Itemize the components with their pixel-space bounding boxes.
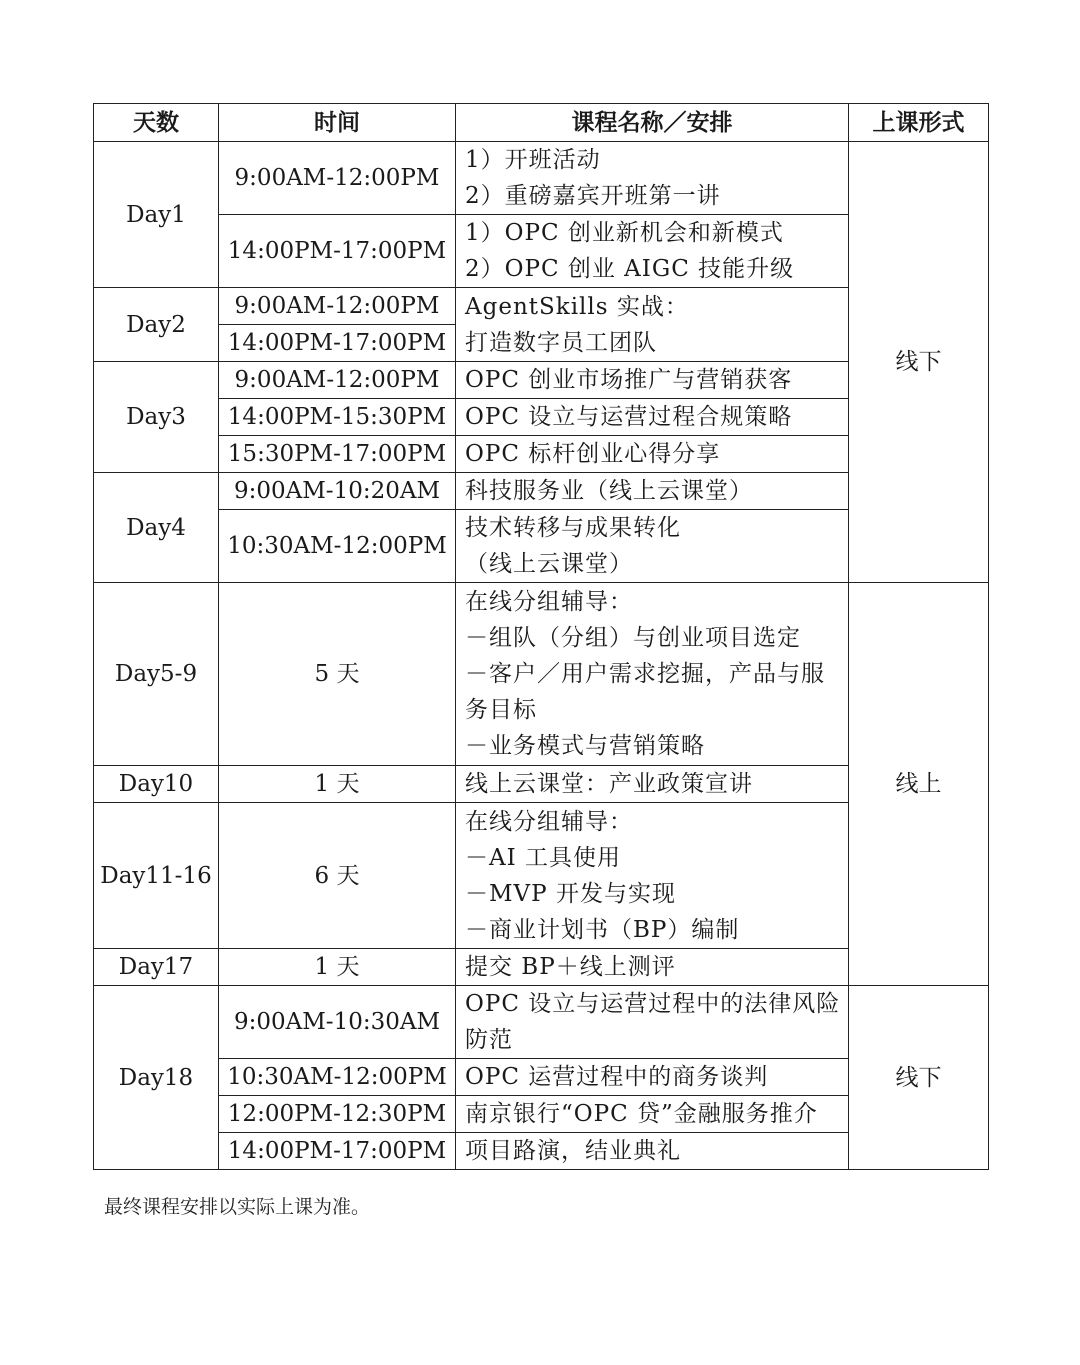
course-cell: OPC 创业市场推广与营销获客 xyxy=(456,362,849,399)
time-cell: 14:00PM-15:30PM xyxy=(219,399,456,436)
header-day: 天数 xyxy=(94,104,219,142)
time-cell: 9:00AM-10:20AM xyxy=(219,473,456,510)
header-course: 课程名称／安排 xyxy=(456,104,849,142)
course-cell xyxy=(456,803,849,949)
table-row xyxy=(94,142,989,215)
course-cell xyxy=(456,510,849,583)
course-line: 技术转移与成果转化 xyxy=(465,515,681,541)
course-line: AgentSkills 实战： xyxy=(465,293,689,320)
day-cell: Day3 xyxy=(94,362,219,473)
form-cell-online: 线上 xyxy=(849,583,989,986)
course-cell xyxy=(456,288,849,362)
day-cell: Day11-16 xyxy=(94,803,219,949)
footnote: 最终课程安排以实际上课为准。 xyxy=(104,1196,371,1218)
course-cell: OPC 设立与运营过程合规策略 xyxy=(456,399,849,436)
course-line: （线上云课堂） xyxy=(465,551,633,577)
course-line: －商业计划书（BP）编制 xyxy=(465,916,740,943)
course-cell: 提交 BP＋线上测评 xyxy=(456,949,849,986)
day-cell: Day10 xyxy=(94,766,219,803)
course-cell: 南京银行“OPC 贷”金融服务推介 xyxy=(456,1096,849,1133)
day-cell: Day2 xyxy=(94,288,219,362)
course-cell: 线上云课堂：产业政策宣讲 xyxy=(456,766,849,803)
course-cell xyxy=(456,215,849,288)
time-cell: 10:30AM-12:00PM xyxy=(219,1059,456,1096)
table-header-row xyxy=(94,104,989,142)
course-cell: OPC 设立与运营过程中的法律风险防范 xyxy=(456,986,849,1059)
table-row xyxy=(94,986,989,1059)
time-cell: 5 天 xyxy=(219,583,456,766)
course-line: －客户／用户需求挖掘，产品与服务目标 xyxy=(465,661,825,723)
time-cell: 14:00PM-17:00PM xyxy=(219,325,456,362)
day-cell: Day17 xyxy=(94,949,219,986)
day-cell: Day1 xyxy=(94,142,219,288)
form-cell-offline: 线下 xyxy=(849,142,989,583)
course-line: －AI 工具使用 xyxy=(465,844,622,871)
course-line: 在线分组辅导： xyxy=(465,589,633,615)
course-line: 1）开班活动 xyxy=(465,147,601,173)
course-cell: 项目路演，结业典礼 xyxy=(456,1133,849,1170)
header-time: 时间 xyxy=(219,104,456,142)
time-cell: 9:00AM-10:30AM xyxy=(219,986,456,1059)
course-line: 2）OPC 创业 AIGC 技能升级 xyxy=(465,256,795,282)
course-line: －组队（分组）与创业项目选定 xyxy=(465,625,801,651)
course-line: －MVP 开发与实现 xyxy=(465,880,676,907)
time-cell: 1 天 xyxy=(219,766,456,803)
time-cell: 12:00PM-12:30PM xyxy=(219,1096,456,1133)
course-cell: 科技服务业（线上云课堂） xyxy=(456,473,849,510)
course-cell: OPC 运营过程中的商务谈判 xyxy=(456,1059,849,1096)
course-line: 在线分组辅导： xyxy=(465,808,633,835)
table-row xyxy=(94,583,989,766)
time-cell: 14:00PM-17:00PM xyxy=(219,215,456,288)
course-cell xyxy=(456,142,849,215)
course-line: 1）OPC 创业新机会和新模式 xyxy=(465,220,784,246)
time-cell: 9:00AM-12:00PM xyxy=(219,142,456,215)
course-line: －业务模式与营销策略 xyxy=(465,733,705,759)
form-cell-offline: 线下 xyxy=(849,986,989,1170)
time-cell: 9:00AM-12:00PM xyxy=(219,288,456,325)
day-cell: Day18 xyxy=(94,986,219,1170)
course-schedule-table xyxy=(93,103,989,1170)
time-cell: 14:00PM-17:00PM xyxy=(219,1133,456,1170)
course-line: 打造数字员工团队 xyxy=(465,329,657,356)
course-line: 2）重磅嘉宾开班第一讲 xyxy=(465,183,721,209)
time-cell: 9:00AM-12:00PM xyxy=(219,362,456,399)
time-cell: 6 天 xyxy=(219,803,456,949)
time-cell: 10:30AM-12:00PM xyxy=(219,510,456,583)
time-cell: 1 天 xyxy=(219,949,456,986)
day-cell: Day5-9 xyxy=(94,583,219,766)
time-cell: 15:30PM-17:00PM xyxy=(219,436,456,473)
header-form: 上课形式 xyxy=(849,104,989,142)
course-cell: OPC 标杆创业心得分享 xyxy=(456,436,849,473)
course-cell xyxy=(456,583,849,766)
day-cell: Day4 xyxy=(94,473,219,583)
